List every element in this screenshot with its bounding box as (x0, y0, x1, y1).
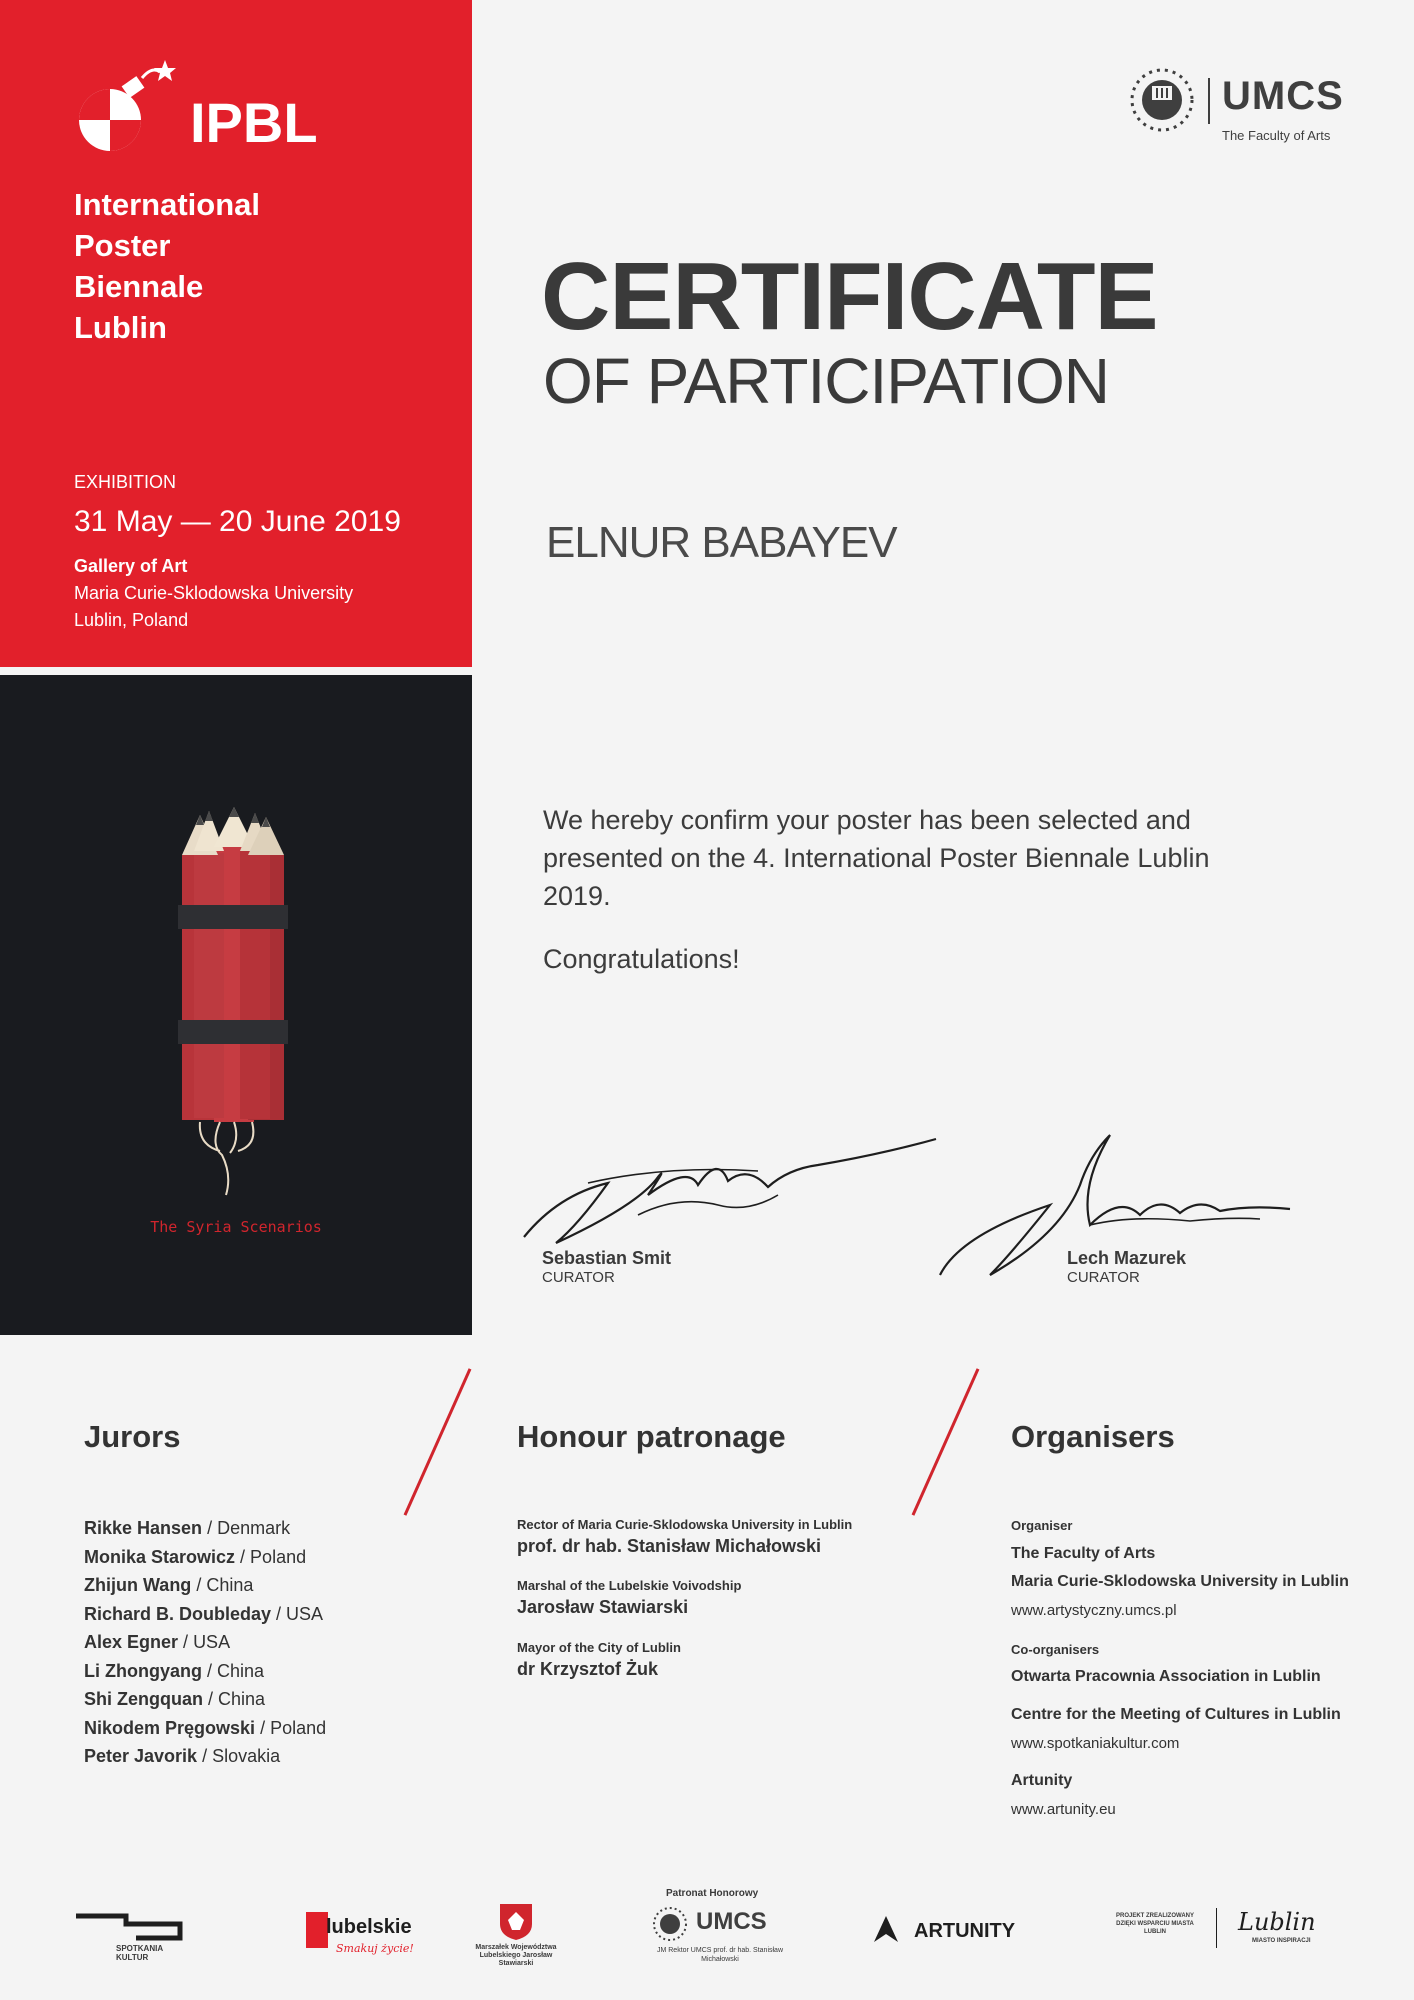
sponsor-logos (0, 1880, 1414, 1980)
poster-image (0, 675, 472, 1335)
venue-city: Lublin, Poland (74, 610, 189, 630)
artunity-mark-icon (872, 1914, 900, 1944)
coorganiser-url[interactable]: www.artunity.eu (1011, 1801, 1116, 1818)
lubelskie-mark-icon (306, 1912, 328, 1948)
organiser-university: Maria Curie-Sklodowska University in Lublin (1011, 1573, 1349, 1590)
list-item: Nikodem Pręgowski / Poland (84, 1717, 327, 1738)
recipient-name: ELNUR BABAYEV (546, 518, 897, 567)
lubelskie-tagline: Smakuj życie! (336, 1942, 414, 1955)
exhibition-label: EXHIBITION (74, 472, 177, 492)
section-divider (404, 1368, 472, 1515)
list-item: Zhijun Wang / China (84, 1575, 254, 1595)
certificate-title: CERTIFICATE (541, 243, 1158, 350)
list-item: Richard B. Doubleday / USA (84, 1603, 324, 1624)
coorganiser-name: Artunity (1011, 1772, 1073, 1789)
umcs-emblem-icon (1120, 66, 1210, 156)
signatory-role: CURATOR (1067, 1269, 1140, 1286)
patronage-heading: Honour patronage (517, 1419, 786, 1454)
patron-role: Mayor of the City of Lublin (517, 1640, 681, 1655)
jurors-list (84, 1514, 326, 1771)
patron-role: Rector of Maria Curie-Sklodowska University in Lublin (517, 1517, 853, 1532)
title-line: Biennale (74, 269, 204, 304)
dynamite-pencils-illustration (0, 675, 472, 1335)
organiser-name: The Faculty of Arts (1011, 1545, 1156, 1562)
organisers-heading: Organisers (1011, 1419, 1175, 1454)
spotkania-mark-icon (76, 1912, 186, 1942)
list-item: Monika Starowicz / Poland (84, 1546, 307, 1567)
title-line: Lublin (74, 310, 167, 345)
title-line: Poster (74, 228, 171, 263)
umcs-divider (1208, 78, 1210, 124)
signatory-role: CURATOR (542, 1269, 615, 1286)
venue-name: Gallery of Art (74, 556, 188, 576)
umcs-emblem-icon (650, 1904, 690, 1944)
coorganiser-url[interactable]: www.spotkaniakultur.com (1011, 1735, 1180, 1752)
certificate-subtitle: OF PARTICIPATION (543, 345, 1109, 417)
list-item: Shi Zengquan / China (84, 1689, 266, 1709)
coorganiser-name: Otwarta Pracownia Association in Lublin (1011, 1668, 1321, 1685)
coat-of-arms-icon (496, 1902, 536, 1942)
projekt-text: PROJEKT ZREALIZOWANY DZIĘKI WSPARCIU MIASTA LUBLIN (1115, 1913, 1194, 1935)
footer-divider (1216, 1908, 1217, 1948)
lublin-text: Lublin (1238, 1908, 1316, 1936)
patron-name: dr Krzysztof Żuk (517, 1659, 659, 1679)
lubelskie-text: lubelskie (326, 1916, 412, 1938)
organiser-url[interactable]: www.artystyczny.umcs.pl (1011, 1602, 1177, 1619)
signatory-name: Sebastian Smit (542, 1248, 672, 1268)
poster-caption: The Syria Scenarios (150, 1218, 322, 1236)
coorganiser-name: Centre for the Meeting of Cultures in Lublin (1011, 1706, 1341, 1723)
list-item: Alex Egner / USA (84, 1632, 231, 1652)
rector-text: JM Rektor UMCS prof. dr hab. Stanisław Michałowski (656, 1947, 784, 1963)
lubelskie-logo (306, 1912, 426, 1962)
certificate-body: We hereby confirm your poster has been selected and presented on the 4. International Poster Biennale Lublin 2019. (543, 805, 1210, 911)
ipbl-logo (72, 58, 352, 158)
signature-sebastian-smit (518, 1125, 938, 1255)
patronat-umcs-logo (640, 1888, 790, 1978)
patron-role: Marshal of the Lubelskie Voivodship (517, 1578, 742, 1593)
spotkania-text: SPOTKANIA KULTUR (116, 1944, 163, 1962)
list-item: Li Zhongyang / China (84, 1660, 265, 1681)
section-divider (912, 1368, 980, 1515)
patron-name: prof. dr hab. Stanisław Michałowski (517, 1536, 822, 1556)
jurors-heading: Jurors (84, 1419, 181, 1454)
artunity-logo (872, 1914, 1032, 1954)
exhibition-dates: 31 May — 20 June 2019 (74, 505, 401, 538)
title-line: International (74, 187, 261, 222)
artunity-text: ARTUNITY (914, 1920, 1016, 1942)
list-item: Rikke Hansen / Denmark (84, 1518, 291, 1538)
spotkania-kultur-logo (76, 1912, 186, 1962)
umcs-footer-wordmark: UMCS (696, 1908, 767, 1935)
umcs-subtitle: The Faculty of Arts (1222, 128, 1331, 143)
patronat-label: Patronat Honorowy (666, 1888, 759, 1899)
umcs-wordmark: UMCS (1222, 74, 1344, 118)
congratulations-text: Congratulations! (543, 944, 740, 974)
patron-name: Jarosław Stawiarski (517, 1597, 689, 1617)
marshal-logo (466, 1902, 566, 1972)
venue-university: Maria Curie-Sklodowska University (74, 583, 354, 603)
marshal-text: Marszałek Województwa Lubelskiego Jarosław Stawiarski (475, 1944, 557, 1967)
coorganisers-label: Co-organisers (1011, 1642, 1100, 1657)
lublin-tagline: MIASTO INSPIRACJI (1252, 1938, 1311, 1944)
bomb-target-icon (72, 58, 182, 158)
list-item: Peter Javorik / Slovakia (84, 1746, 281, 1766)
organiser-label: Organiser (1011, 1518, 1073, 1533)
lublin-city-logo (1110, 1908, 1350, 1958)
signatory-name: Lech Mazurek (1067, 1248, 1187, 1268)
event-title (74, 184, 260, 348)
ipbl-wordmark: IPBL (190, 91, 318, 154)
